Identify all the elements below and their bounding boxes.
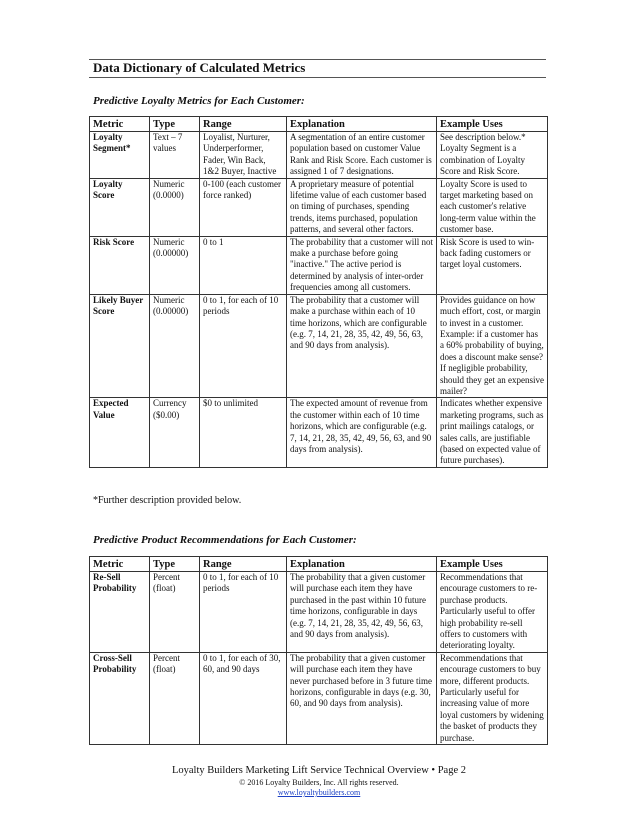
cell-range: 0 to 1, for each of 10 periods — [200, 572, 287, 653]
cell-type: Numeric (0.00000) — [150, 236, 200, 294]
cell-metric: Risk Score — [90, 236, 150, 294]
cell-uses: See description below.* Loyalty Segment is a combination of Loyalty Score and Risk Score. — [437, 132, 548, 179]
cell-uses: Risk Score is used to win-back fading customers or target loyal customers. — [437, 236, 548, 294]
column-header: Range — [200, 557, 287, 572]
footnote: *Further description provided below. — [93, 495, 242, 506]
cell-explanation: The probability that a given customer will purchase each item they have never purchased before in 3 future time horizons, configurable in days (e.g. 30, 60, and 90 days from analysis). — [287, 652, 437, 744]
cell-metric: Re-Sell Probability — [90, 572, 150, 653]
cell-range: $0 to unlimited — [200, 398, 287, 467]
table-row — [90, 236, 548, 294]
table-row — [90, 398, 548, 467]
column-header: Explanation — [287, 117, 437, 132]
cell-range: 0 to 1 — [200, 236, 287, 294]
cell-range: 0 to 1, for each of 10 periods — [200, 294, 287, 398]
column-header: Range — [200, 117, 287, 132]
cell-metric: Loyalty Segment* — [90, 132, 150, 179]
cell-uses: Indicates whether expensive marketing programs, such as print mailings catalogs, or sales calls, are justifiable (based on expected value of future purchases). — [437, 398, 548, 467]
cell-metric: Cross-Sell Probability — [90, 652, 150, 744]
loyalty-metrics-table — [89, 116, 548, 468]
table-header-row — [90, 117, 548, 132]
loyalty-section-title: Predictive Loyalty Metrics for Each Customer: — [93, 95, 305, 107]
table-row — [90, 652, 548, 744]
cell-uses: Loyalty Score is used to target marketing based on each customer's relative long-term value within the customer base. — [437, 178, 548, 236]
footer-title: Loyalty Builders Marketing Lift Service Technical Overview • Page 2 — [171, 765, 467, 776]
column-header: Explanation — [287, 557, 437, 572]
column-header: Example Uses — [437, 117, 548, 132]
footer-link[interactable]: www.loyaltybuilders.com — [277, 788, 361, 797]
cell-type: Numeric (0.0000) — [150, 178, 200, 236]
column-header: Metric — [90, 557, 150, 572]
cell-range: 0 to 1, for each of 30, 60, and 90 days — [200, 652, 287, 744]
cell-metric: Loyalty Score — [90, 178, 150, 236]
cell-explanation: A segmentation of an entire customer population based on customer Value Rank and Risk Score. Each customer is assigned 1 of 7 designations. — [287, 132, 437, 179]
cell-range: 0-100 (each customer force ranked) — [200, 178, 287, 236]
table-row — [90, 178, 548, 236]
cell-type: Percent (float) — [150, 572, 200, 653]
table-row — [90, 294, 548, 398]
cell-explanation: The probability that a customer will not make a purchase before going "inactive." The active period is determined by analysis of inter-order frequencies among all customers. — [287, 236, 437, 294]
product-recommendations-table — [89, 556, 548, 745]
cell-uses: Recommendations that encourage customers to buy more, different products. Particularly useful for increasing value of more loyal customers by widening the basket of products they purchase. — [437, 652, 548, 744]
cell-metric: Expected Value — [90, 398, 150, 467]
cell-explanation: The probability that a customer will make a purchase within each of 10 time horizons, which are configurable (e.g. 7, 14, 21, 28, 35, 42, 49, 56, 63, and 90 days from analysis). — [287, 294, 437, 398]
title-rule — [89, 77, 546, 78]
cell-explanation: The probability that a given customer will purchase each item they have purchased in the past within 10 future time horizons, configurable in days (e.g. 7, 14, 21, 28, 35, 42, 49, 56, 63, and 90 days from analysis). — [287, 572, 437, 653]
column-header: Example Uses — [437, 557, 548, 572]
column-header: Type — [150, 117, 200, 132]
cell-explanation: A proprietary measure of potential lifetime value of each customer based on timing of purchases, spending trends, items purchased, population patterns, and several other factors. — [287, 178, 437, 236]
table-row — [90, 572, 548, 653]
cell-uses: Recommendations that encourage customers to re-purchase products. Particularly useful to offer high probability re-sell offers to customers with deteriorating loyalty. — [437, 572, 548, 653]
cell-type: Numeric (0.00000) — [150, 294, 200, 398]
cell-explanation: The expected amount of revenue from the customer within each of 10 time horizons, which are configurable (e.g. 7, 14, 21, 28, 35, 42, 49, 56, 63, and 90 days from analysis). — [287, 398, 437, 467]
cell-type: Text – 7 values — [150, 132, 200, 179]
cell-type: Currency ($0.00) — [150, 398, 200, 467]
cell-range: Loyalist, Nurturer, Underperformer, Fader, Win Back, 1&2 Buyer, Inactive — [200, 132, 287, 179]
product-section-title: Predictive Product Recommendations for Each Customer: — [93, 534, 357, 546]
column-header: Type — [150, 557, 200, 572]
cell-metric: Likely Buyer Score — [90, 294, 150, 398]
table-row — [90, 132, 548, 179]
table-header-row — [90, 557, 548, 572]
footer-copyright: © 2016 Loyalty Builders, Inc. All rights reserved. — [239, 778, 399, 787]
cell-type: Percent (float) — [150, 652, 200, 744]
column-header: Metric — [90, 117, 150, 132]
page-title: Data Dictionary of Calculated Metrics — [93, 60, 306, 75]
cell-uses: Provides guidance on how much effort, cost, or margin to invest in a customer. Example: if a customer has a 60% probability of buying, does a discount make sense? If negligible probability, should they get an expensive mailer? — [437, 294, 548, 398]
